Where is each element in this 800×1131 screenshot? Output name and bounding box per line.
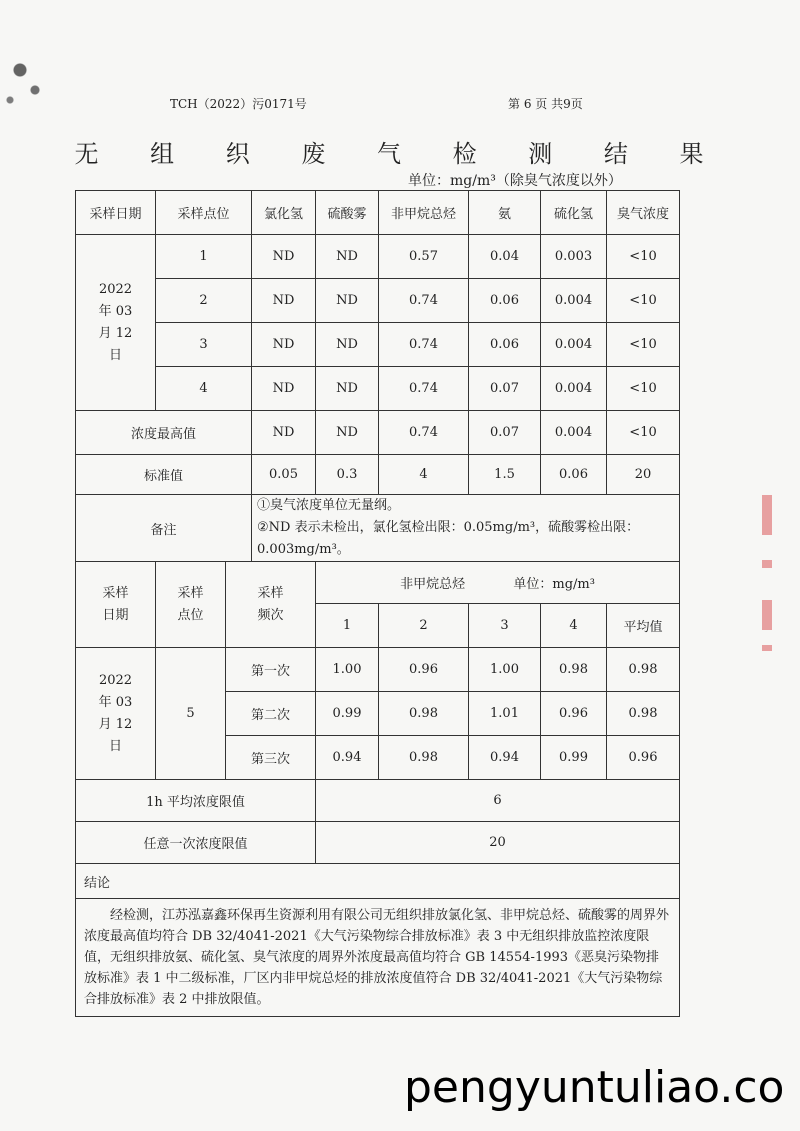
max-value-row <box>76 411 680 455</box>
value-cell: 1.5 <box>469 455 541 495</box>
header-cell: 1 <box>316 604 379 648</box>
header-cell: 非甲烷总烃 <box>379 191 469 235</box>
table-row <box>76 648 680 692</box>
value-cell: 20 <box>607 455 680 495</box>
value-cell: 0.96 <box>379 648 469 692</box>
header-cell: 采样日期 <box>76 562 156 648</box>
point-cell: 4 <box>156 367 252 411</box>
limit-value: 6 <box>316 780 680 822</box>
group-title: 非甲烷总烃 <box>400 577 466 592</box>
row-label: 浓度最高值 <box>76 411 252 455</box>
conclusion-label: 结论 <box>76 864 680 899</box>
table-row <box>76 367 680 411</box>
stamp-edge <box>762 560 772 568</box>
remark-text <box>252 495 680 562</box>
conclusion-head-row <box>76 864 680 899</box>
point-cell: 1 <box>156 235 252 279</box>
row-label: 任意一次浓度限值 <box>76 822 316 864</box>
value-cell: <10 <box>607 323 680 367</box>
table-row <box>76 279 680 323</box>
value-cell: ND <box>316 411 379 455</box>
header-cell: 氯化氢 <box>252 191 316 235</box>
scan-artifact <box>0 40 70 120</box>
value-cell: 0.003 <box>541 235 607 279</box>
sampling-date: 2022 年 03 月 12 日 <box>76 648 156 780</box>
value-cell: 0.98 <box>541 648 607 692</box>
header-cell: 采样频次 <box>226 562 316 648</box>
value-cell: 1.00 <box>316 648 379 692</box>
row-label: 1h 平均浓度限值 <box>76 780 316 822</box>
results-table <box>75 190 680 1017</box>
freq-cell: 第三次 <box>226 736 316 780</box>
value-cell: 0.96 <box>541 692 607 736</box>
value-cell: 0.96 <box>607 736 680 780</box>
value-cell: 0.99 <box>316 692 379 736</box>
freq-cell: 第二次 <box>226 692 316 736</box>
stamp-edge <box>762 495 772 535</box>
value-cell: 0.07 <box>469 411 541 455</box>
value-cell: 0.98 <box>607 692 680 736</box>
limit-any-row <box>76 822 680 864</box>
remark-row <box>76 495 680 562</box>
header-cell: 采样日期 <box>76 191 156 235</box>
group-unit: 单位：mg/m³ <box>513 577 595 592</box>
value-cell: ND <box>252 323 316 367</box>
table-row <box>76 323 680 367</box>
sampling-date: 2022 年 03 月 12 日 <box>76 235 156 411</box>
value-cell: 0.98 <box>379 736 469 780</box>
conclusion-body-row <box>76 899 680 1017</box>
value-cell: 1.00 <box>469 648 541 692</box>
limit-1h-row <box>76 780 680 822</box>
header-cell: 硫化氢 <box>541 191 607 235</box>
header-cell: 氨 <box>469 191 541 235</box>
value-cell: 0.94 <box>469 736 541 780</box>
value-cell: ND <box>252 279 316 323</box>
point-cell: 5 <box>156 648 226 780</box>
value-cell: ND <box>316 367 379 411</box>
value-cell: 0.99 <box>541 736 607 780</box>
value-cell: 0.98 <box>607 648 680 692</box>
value-cell: 0.004 <box>541 279 607 323</box>
remark-line: ②ND 表示未检出，氯化氢检出限：0.05mg/m³，硫酸雾检出限：0.003mg/m³。 <box>257 520 640 557</box>
value-cell: 0.57 <box>379 235 469 279</box>
table-row <box>76 235 680 279</box>
value-cell: 0.74 <box>379 279 469 323</box>
value-cell: 0.98 <box>379 692 469 736</box>
value-cell: 0.004 <box>541 323 607 367</box>
row-label: 标准值 <box>76 455 252 495</box>
value-cell: 0.04 <box>469 235 541 279</box>
value-cell: 0.07 <box>469 367 541 411</box>
value-cell: 0.74 <box>379 323 469 367</box>
value-cell: 0.05 <box>252 455 316 495</box>
header-cell: 4 <box>541 604 607 648</box>
value-cell: <10 <box>607 367 680 411</box>
value-cell: <10 <box>607 279 680 323</box>
standard-row <box>76 455 680 495</box>
value-cell: 1.01 <box>469 692 541 736</box>
remark-label: 备注 <box>76 495 252 562</box>
value-cell: 0.74 <box>379 367 469 411</box>
remark-line: ①臭气浓度单位无量纲。 <box>257 498 401 513</box>
conclusion-text: 经检测，江苏泓嘉鑫环保再生资源利用有限公司无组织排放氯化氢、非甲烷总烃、硫酸雾的周界外浓度最高值均符合 DB 32/4041-2021《大气污染物综合排放标准》表 3 中无组织排放监控浓度限值，无组织排放氨、硫化氢、臭气浓度的周界外浓度最高值均符合 GB 14554-1993《恶臭污染物排放标准》表 1 中二级标准，厂区内非甲烷总烃的排放浓度值符合 DB 32/4041-2021《大气污染物综合排放标准》表 2 中排放限值。 <box>76 899 680 1017</box>
value-cell: <10 <box>607 411 680 455</box>
value-cell: 4 <box>379 455 469 495</box>
value-cell: 0.004 <box>541 411 607 455</box>
freq-cell: 第一次 <box>226 648 316 692</box>
value-cell: 0.94 <box>316 736 379 780</box>
stamp-edge <box>762 600 772 630</box>
table1-header-row <box>76 191 680 235</box>
value-cell: ND <box>316 279 379 323</box>
page-title: 无 组 织 废 气 检 测 结 果 <box>74 140 726 168</box>
value-cell: 0.06 <box>469 323 541 367</box>
watermark: pengyuntuliao.co <box>404 1062 785 1113</box>
header-cell: 2 <box>379 604 469 648</box>
header-cell: 臭气浓度 <box>607 191 680 235</box>
header-cell: 硫酸雾 <box>316 191 379 235</box>
header-cell: 平均值 <box>607 604 680 648</box>
value-cell: 0.74 <box>379 411 469 455</box>
document-code: TCH（2022）污0171号 <box>170 97 307 111</box>
group-header <box>316 562 680 604</box>
page-number: 第 6 页 共9页 <box>508 97 583 111</box>
value-cell: 0.06 <box>541 455 607 495</box>
value-cell: ND <box>252 235 316 279</box>
stamp-edge <box>762 645 772 651</box>
value-cell: <10 <box>607 235 680 279</box>
value-cell: ND <box>316 323 379 367</box>
value-cell: 0.3 <box>316 455 379 495</box>
value-cell: ND <box>252 411 316 455</box>
point-cell: 3 <box>156 323 252 367</box>
header-cell: 采样点位 <box>156 191 252 235</box>
value-cell: 0.004 <box>541 367 607 411</box>
point-cell: 2 <box>156 279 252 323</box>
header-cell: 采样点位 <box>156 562 226 648</box>
value-cell: ND <box>252 367 316 411</box>
table2-header-row <box>76 562 680 604</box>
limit-value: 20 <box>316 822 680 864</box>
unit-note: 单位：mg/m³（除臭气浓度以外） <box>408 173 622 189</box>
header-cell: 3 <box>469 604 541 648</box>
value-cell: 0.06 <box>469 279 541 323</box>
value-cell: ND <box>316 235 379 279</box>
